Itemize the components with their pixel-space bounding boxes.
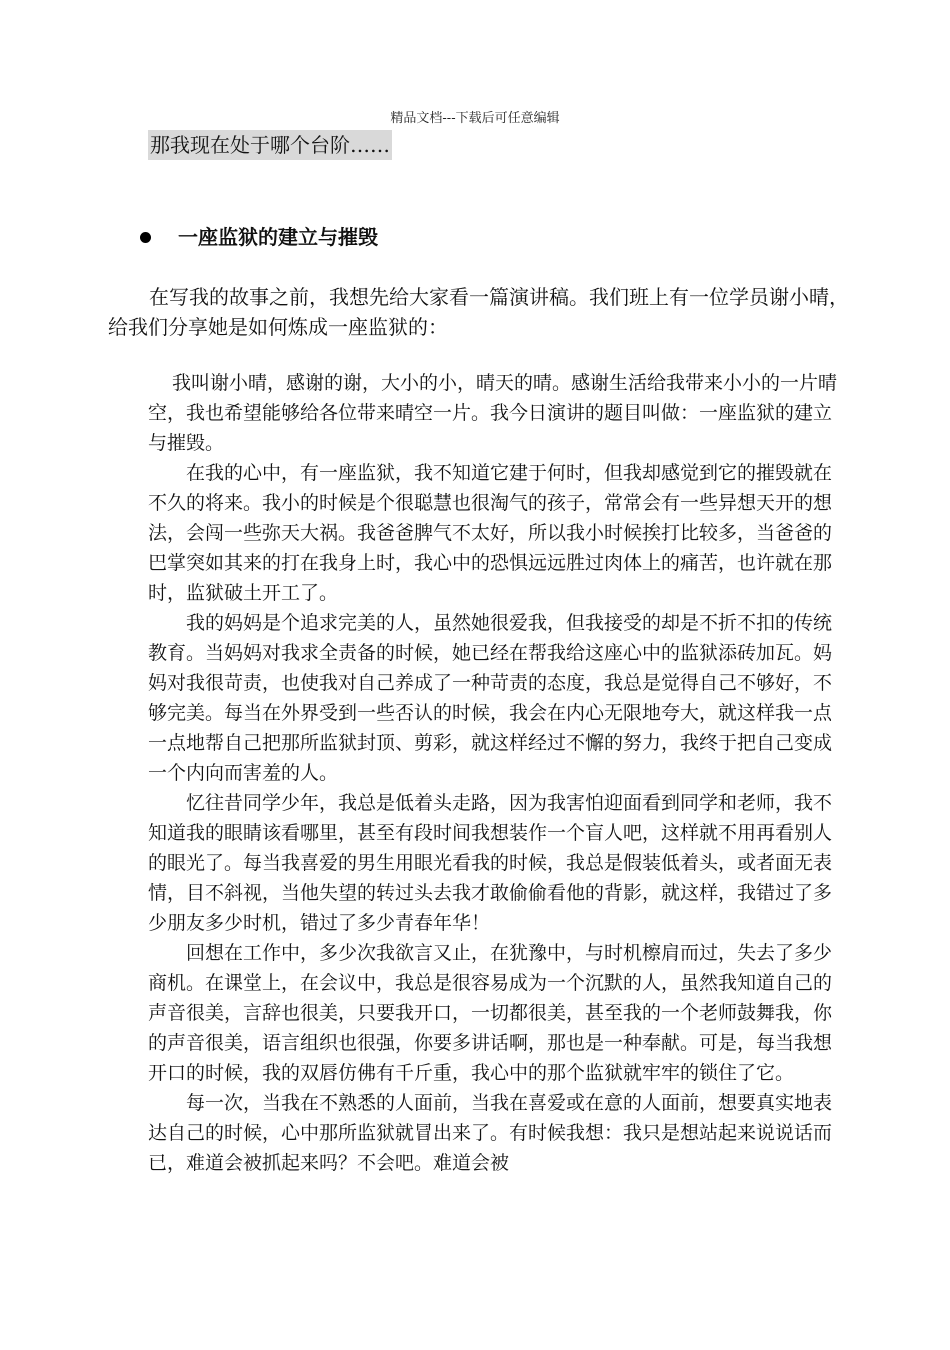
section-heading [140,223,378,251]
speech-paragraph: 忆往昔同学少年，我总是低着头走路，因为我害怕迎面看到同学和老师，我不知道我的眼睛该看哪里，甚至有段时间我想装作一个盲人吧，这样就不用再看别人的眼光了。每当我喜爱的男生用眼光看我的时候，我总是假装低着头，或者面无表情，目不斜视，当他失望的转过头去我才敢偷偷看他的背影，就这样，我错过了多少朋友多少时机，错过了多少青春年华！ [148,792,833,934]
section-title: 一座监狱的建立与摧毁 [178,225,378,249]
speech-paragraph: 我叫谢小晴，感谢的谢，大小的小，晴天的晴。感谢生活给我带来小小的一片晴空，我也希望能够给各位带来晴空一片。我今日演讲的题目叫做：一座监狱的建立与摧毁。 [148,372,838,454]
speech-paragraph: 回想在工作中，多少次我欲言又止，在犹豫中，与时机檫肩而过，失去了多少商机。在课堂上，在会议中，我总是很容易成为一个沉默的人，虽然我知道自己的声音很美，言辞也很美，只要我开口，一切都很美，甚至我的一个老师鼓舞我，你的声音很美，语言组织也很强，你要多讲话啊，那也是一种奉献。可是，每当我想开口的时候，我的双唇仿佛有千斤重，我心中的那个监狱就牢牢的锁住了它。 [148,942,833,1084]
bullet-dot-icon [140,232,151,243]
speech-paragraph: 在我的心中，有一座监狱，我不知道它建于何时，但我却感觉到它的摧毁就在不久的将来。我小的时候是个很聪慧也很淘气的孩子，常常会有一些异想天开的想法，会闯一些弥天大祸。我爸爸脾气不太好，所以我小时候挨打比较多，当爸爸的巴掌突如其来的打在我身上时，我心中的恐惧远远胜过肉体上的痛苦，也许就在那时，监狱破土开工了。 [148,462,833,604]
intro-text: 在写我的故事之前，我想先给大家看一篇演讲稿。我们班上有一位学员谢小晴，给我们分享她是如何炼成一座监狱的： [108,285,849,339]
speech-paragraph: 我的妈妈是个追求完美的人，虽然她很爱我，但我接受的却是不折不扣的传统教育。当妈妈对我求全责备的时候，她已经在帮我给这座心中的监狱添砖加瓦。妈妈对我很苛责，也使我对自己养成了一种苛责的态度，我总是觉得自己不够好，不够完美。每当在外界受到一些否认的时候，我会在内心无限地夸大，就这样我一点一点地帮自己把那所监狱封顶、剪彩，就这样经过不懈的努力，我终于把自己变成一个内向而害羞的人。 [148,612,833,784]
highlighted-line: 那我现在处于哪个台阶…… [148,130,392,160]
intro-paragraph [108,282,853,342]
speech-paragraph: 每一次，当我在不熟悉的人面前，当我在喜爱或在意的人面前，想要真实地表达自己的时候，心中那所监狱就冒出来了。有时候我想：我只是想站起来说说话而已，难道会被抓起来吗？不会吧。难道会被 [148,1092,833,1174]
speech-block [148,368,848,1178]
page-header: 精品文档---下载后可任意编辑 [390,111,560,126]
